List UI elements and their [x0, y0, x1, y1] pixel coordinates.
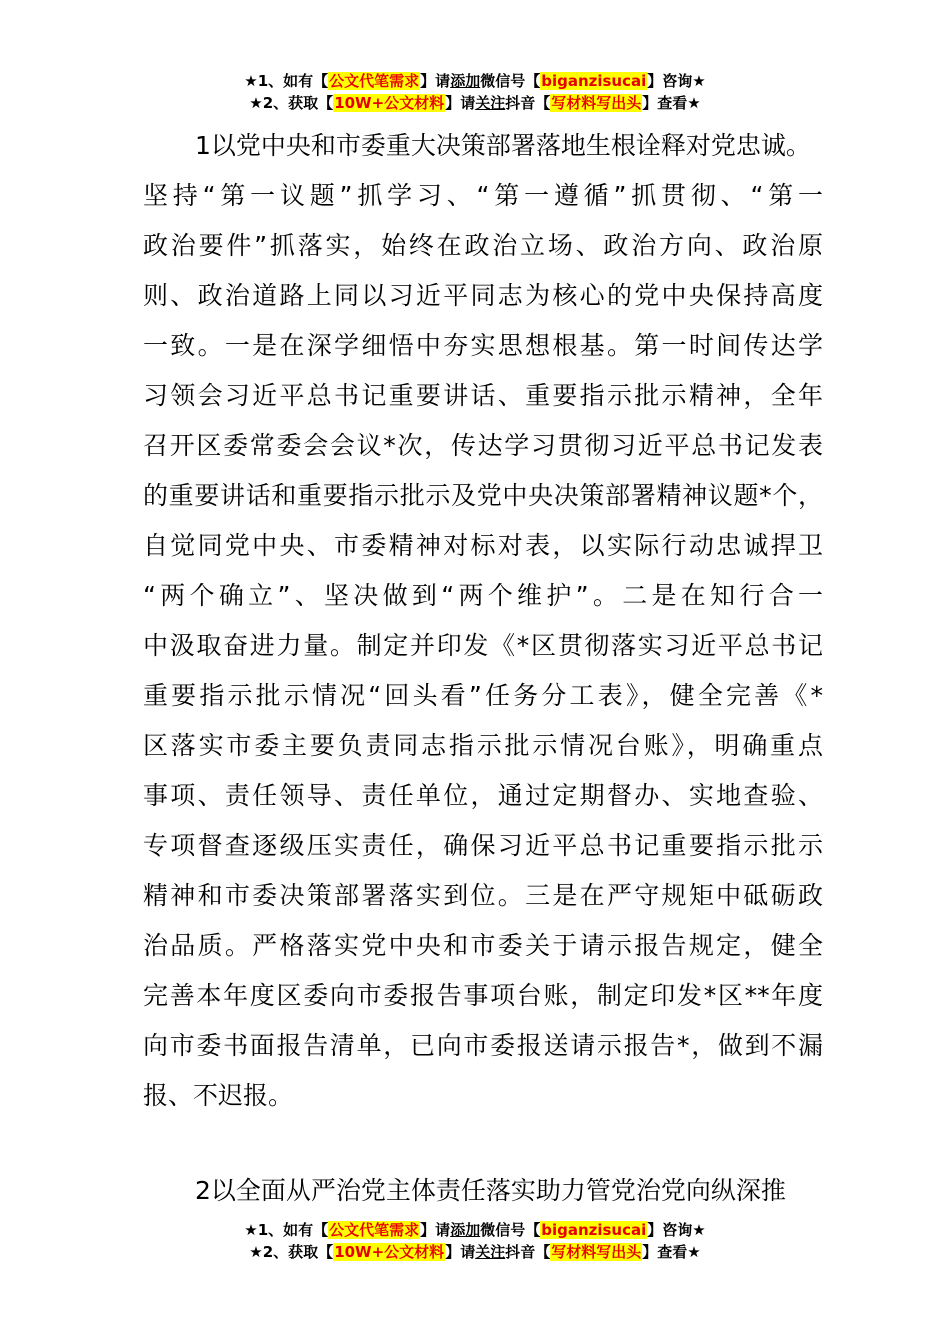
promo-text: 】请 — [420, 72, 451, 90]
promo-text: 抖音【 — [505, 94, 551, 112]
promo-text: 微信号【 — [480, 1221, 541, 1239]
paragraph-line: 则、政治道路上同以习近平同志为核心的党中央保持高度 — [143, 281, 823, 310]
paragraph-line: 报、不迟报。 — [143, 1081, 294, 1110]
promo-text: ★1、如有【 — [244, 72, 329, 90]
paragraph-line: 专项督查逐级压实责任，确保习近平总书记重要指示批示 — [143, 831, 823, 860]
paragraph-line: 政治要件”抓落实，始终在政治立场、政治方向、政治原 — [143, 231, 823, 260]
paragraph-line: 区落实市委主要负责同志指示批示情况台账》，明确重点 — [143, 731, 823, 760]
promo-text: 】请 — [420, 1221, 451, 1239]
promo-text: ★2、获取【 — [249, 1243, 334, 1261]
promo-text: 】查看★ — [642, 94, 701, 112]
promo-text: 微信号【 — [480, 72, 541, 90]
header-promo-line-1 — [0, 70, 950, 92]
section-2-heading: 2以全面从严治党主体责任落实助力管党治党向纵深推 — [195, 1176, 786, 1205]
promo-text: 】咨询★ — [647, 1221, 706, 1239]
paragraph-line: 的重要讲话和重要指示批示及党中央决策部署精神议题*个， — [143, 481, 823, 510]
paragraph-line: 自觉同党中央、市委精神对标对表，以实际行动忠诚捍卫 — [143, 531, 823, 560]
promo-text: 】咨询★ — [647, 72, 706, 90]
promo-text: 】查看★ — [642, 1243, 701, 1261]
promo-highlight: biganzisucai — [541, 1221, 647, 1239]
paragraph-line: 治品质。严格落实党中央和市委关于请示报告规定，健全 — [143, 931, 823, 960]
promo-underlined: 关注 — [475, 1243, 506, 1261]
paragraph-line: 向市委书面报告清单，已向市委报送请示报告*，做到不漏 — [143, 1031, 823, 1060]
promo-underlined: 关注 — [475, 94, 506, 112]
section-1-body — [143, 121, 823, 1121]
paragraph-line: 坚持“第一议题”抓学习、“第一遵循”抓贯彻、“第一 — [143, 181, 823, 210]
promo-highlight: 10W+公文材料 — [334, 1243, 445, 1261]
section-2-body — [143, 1166, 823, 1216]
promo-highlight: biganzisucai — [541, 72, 647, 90]
paragraph-line: 召开区委常委会会议*次，传达学习贯彻习近平总书记发表 — [143, 431, 823, 460]
paragraph-line: 一致。一是在深学细悟中夯实思想根基。第一时间传达学 — [143, 331, 823, 360]
promo-text: 抖音【 — [505, 1243, 551, 1261]
promo-highlight: 10W+公文材料 — [334, 94, 445, 112]
paragraph-line: 精神和市委决策部署落实到位。三是在严守规矩中砥砺政 — [143, 881, 823, 910]
paragraph-line: 习领会习近平总书记重要讲话、重要指示批示精神，全年 — [143, 381, 823, 410]
promo-underlined: 添加 — [450, 72, 481, 90]
paragraph-line: 完善本年度区委向市委报告事项台账，制定印发*区**年度 — [143, 981, 823, 1010]
footer-promo-line-2 — [0, 1241, 950, 1263]
promo-highlight: 写材料写出头 — [551, 94, 642, 112]
promo-highlight: 写材料写出头 — [551, 1243, 642, 1261]
promo-text: ★1、如有【 — [244, 1221, 329, 1239]
section-1-heading: 1以党中央和市委重大决策部署落地生根诠释对党忠诚。 — [195, 131, 811, 160]
footer-promo-banner — [0, 1219, 950, 1263]
promo-highlight: 公文代笔需求 — [329, 1221, 420, 1239]
footer-promo-line-1 — [0, 1219, 950, 1241]
promo-underlined: 添加 — [450, 1221, 481, 1239]
paragraph-line: 重要指示批示情况“回头看”任务分工表》，健全完善《* — [143, 681, 823, 710]
promo-text: 】请 — [445, 94, 476, 112]
promo-highlight: 公文代笔需求 — [329, 72, 420, 90]
paragraph-line: 事项、责任领导、责任单位，通过定期督办、实地查验、 — [143, 781, 823, 810]
paragraph-line: “两个确立”、坚决做到“两个维护”。二是在知行合一 — [143, 581, 823, 610]
header-promo-banner — [0, 70, 950, 114]
promo-text: 】请 — [445, 1243, 476, 1261]
paragraph-line: 中汲取奋进力量。制定并印发《*区贯彻落实习近平总书记 — [143, 631, 823, 660]
promo-text: ★2、获取【 — [249, 94, 334, 112]
header-promo-line-2 — [0, 92, 950, 114]
